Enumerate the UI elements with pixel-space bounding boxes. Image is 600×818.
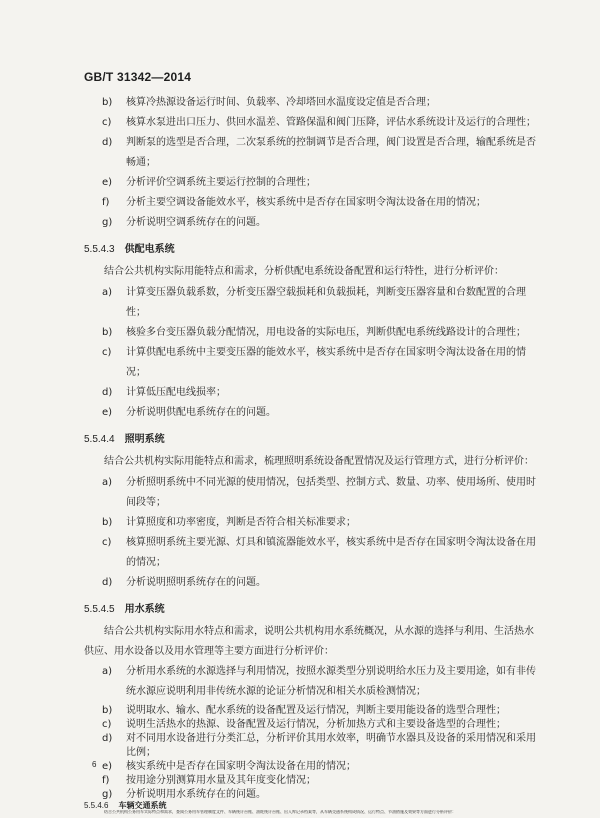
list-item-label: b) xyxy=(102,705,113,716)
section-intro: 结合公共机构实际用能特点和需求，梳理照明系统设备配置情况及运行管理方式，进行分析评价： xyxy=(104,456,534,467)
list-item-label: g) xyxy=(102,789,113,800)
list-item-label: a) xyxy=(102,287,113,298)
list-item-label: d) xyxy=(102,577,113,588)
list-item xyxy=(104,662,544,702)
list-item-label: e) xyxy=(102,407,113,418)
list-item-label: a) xyxy=(102,477,113,488)
list-item-text: 对不同用水设备进行分类汇总，分析评价其用水效率，明确节水器具及设备的采用情况和采用比例； xyxy=(126,733,536,758)
section-intro: 结合公共机构实际用能特点和需求，分析供配电系统设备配置和运行特性，进行分析评价： xyxy=(104,266,504,277)
list-item-text: 计算照度和功率密度，判断是否符合相关标准要求； xyxy=(126,517,356,528)
standard-code-header: GB/T 31342—2014 xyxy=(84,70,192,84)
list-item-label: d) xyxy=(102,387,113,398)
list-item-label: e) xyxy=(102,177,113,188)
list-item-label: d) xyxy=(102,137,113,148)
list-item-label: c) xyxy=(102,719,112,730)
list-item-label: d) xyxy=(102,733,113,744)
list-item-label: b) xyxy=(102,97,113,108)
list-item-text: 说明取水、输水、配水系统的设备配置及运行情况，判断主要用能设备的选型合理性； xyxy=(126,705,506,716)
list-item-text: 核实系统中是否存在国家明令淘汰设备在用的情况； xyxy=(126,761,356,772)
list-item-text: 判断泵的选型是否合理，二次泵系统的控制调节是否合理，阀门设置是否合理，输配系统是否畅通； xyxy=(126,137,536,168)
section-title: 照明系统 xyxy=(124,434,165,445)
list-item-text: 说明生活热水的热源、设备配置及运行情况，分析加热方式和主要设备选型的合理性； xyxy=(126,719,506,730)
list-item-text: 分析主要空调设备能效水平，核实系统中是否存在国家明令淘汰设备在用的情况； xyxy=(126,197,486,208)
section-title: 供配电系统 xyxy=(124,244,175,255)
section-number: 5.5.4.5 xyxy=(84,604,115,615)
section-heading-vehicle xyxy=(84,802,166,810)
section-heading-lighting xyxy=(84,430,165,450)
list-item-text: 分析评价空调系统主要运行控制的合理性； xyxy=(126,177,316,188)
list-item-label: g) xyxy=(102,217,113,228)
list-item-text: 核算照明系统主要光源、灯具和镇流器能效水平，核实系统中是否存在国家明令淘汰设备在用的情况； xyxy=(126,537,536,568)
section-intro: 结合公共机构实际用水特点和需求，说明公共机构用水系统概况，从水源的选择与利用、生活热水供应、用水设备以及用水管理等主要方面进行分析评价： xyxy=(84,626,534,657)
section-title: 用水系统 xyxy=(124,604,165,615)
section-number: 5.5.4.3 xyxy=(84,244,115,255)
list-item-text: 分析照明系统中不同光源的使用情况，包括类型、控制方式、数量、功率、使用场所、使用时间段等； xyxy=(126,477,536,508)
list-item-text: 分析说明用水系统存在的问题。 xyxy=(126,789,266,800)
list-item-text: 分析用水系统的水源选择与利用情况，按照水源类型分别说明给水压力及主要用途，如有非传统水源应说明利用非传统水源的论证分析情况和相关水质检测情况； xyxy=(126,666,536,697)
section-number: 5.5.4.4 xyxy=(84,434,115,445)
list-item xyxy=(104,133,544,173)
section-title: 车辆交通系统 xyxy=(118,801,167,810)
list-item-label: b) xyxy=(102,517,113,528)
list-item-text: 分析说明供配电系统存在的问题。 xyxy=(126,407,276,418)
list-item xyxy=(104,283,544,323)
list-item-text: 核验多台变压器负载分配情况，用电设备的实际电压，判断供配电系统线路设计的合理性； xyxy=(126,327,526,338)
list-item-text: 核算水泵进出口压力、供回水温差、管路保温和阀门压降，评估水系统设计及运行的合理性； xyxy=(126,117,536,128)
list-item-text: 核算冷热源设备运行时间、负载率、冷却塔回水温度设定值是否合理； xyxy=(126,97,436,108)
list-item-text: 计算低压配电线损率； xyxy=(126,387,226,398)
list-item-label: f) xyxy=(102,775,110,786)
list-item-label: c) xyxy=(102,537,112,548)
section-heading-water xyxy=(84,600,165,620)
list-item-label: e) xyxy=(102,761,113,772)
list-item-label: a) xyxy=(102,666,113,677)
list-item-text: 按用途分别测算用水量及其年度变化情况； xyxy=(126,775,316,786)
section-number: 5.5.4.6 xyxy=(84,801,109,810)
section-intro: 结合公共机构公务用车实际特点和需求，查阅公务用车管理制度文件、车辆统计台账、油耗统计台账、出入库记录档案等，从车辆交通系统构成情况、运行特点、节油措施及效果等方面进行分析评价： xyxy=(104,810,456,814)
list-item xyxy=(104,343,544,383)
list-item-label: c) xyxy=(102,117,112,128)
section-heading-power xyxy=(84,240,175,260)
list-item-text: 分析说明照明系统存在的问题。 xyxy=(126,577,266,588)
list-item-label: b) xyxy=(102,327,113,338)
list-item-text: 计算变压器负载系数，分析变压器空载损耗和负载损耗，判断变压器容量和台数配置的合理性； xyxy=(126,287,526,318)
list-item-text: 分析说明空调系统存在的问题。 xyxy=(126,217,266,228)
list-item-label: c) xyxy=(102,347,112,358)
list-item xyxy=(104,533,544,573)
list-item xyxy=(104,473,544,513)
list-item-label: f) xyxy=(102,197,110,208)
list-item-text: 计算供配电系统中主要变压器的能效水平，核实系统中是否存在国家明令淘汰设备在用的情况； xyxy=(126,347,526,378)
page-number: 6 xyxy=(92,760,97,769)
